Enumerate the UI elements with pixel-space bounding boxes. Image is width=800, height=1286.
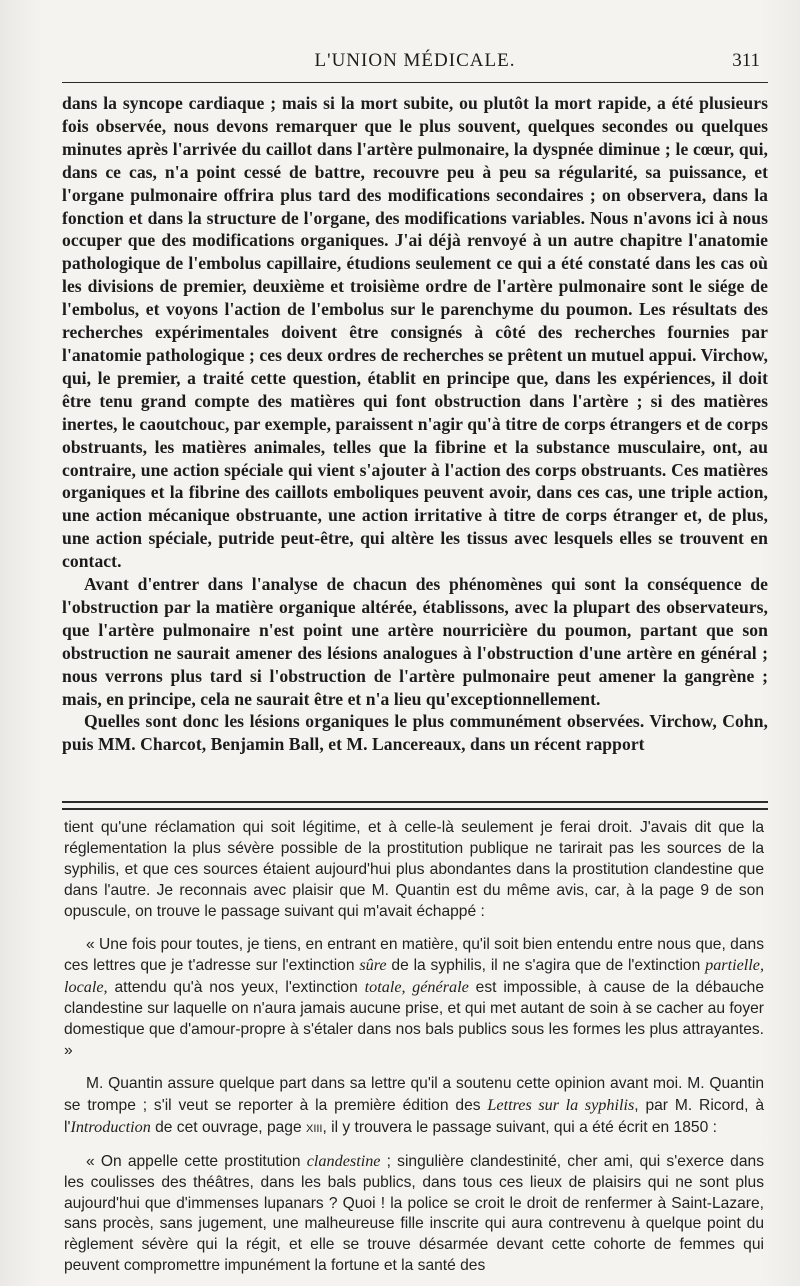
feuilleton-text — [64, 818, 764, 1277]
paragraph-text: , il y trouvera le passage suivant, qui a été écrit en 1850 : — [322, 1118, 717, 1136]
italic-text: clandestine — [306, 1151, 381, 1170]
journal-title: L'UNION MÉDICALE. — [314, 50, 516, 71]
main-article-text — [62, 92, 768, 756]
italic-text: partielle, locale, — [64, 956, 764, 997]
quote-text: est impossible, à cause de la débauche clandestine sur laquelle on n'aura jamais aucune prise, et qui met autant de soin à se cacher au foyer domestique que d'amour-propre à s'étaler dans nos bals publics sous les formes les plus attrayantes. » — [64, 979, 764, 1060]
feuilleton-separator-rule — [62, 801, 768, 810]
running-head — [62, 0, 768, 74]
italic-text: totale, générale — [364, 978, 469, 997]
italic-text: sûre — [359, 956, 387, 975]
feuilleton-paragraph — [64, 1074, 764, 1139]
quote-text: « On appelle cette prostitution — [86, 1152, 307, 1170]
page-number: 311 — [732, 50, 760, 71]
quotation-paragraph — [64, 935, 764, 1062]
paragraph: Quelles sont donc les lésions organiques le plus communément observées. Virchow, Cohn, puis MM. Charcot, Benjamin Ball, et M. Lancereaux, dans un récent rapport — [62, 711, 768, 755]
roman-page-number: xiii — [305, 1118, 323, 1136]
quote-text: attendu qu'à nos yeux, l'extinction — [107, 979, 365, 997]
quote-text: ; singulière clandestinité, cher ami, qui s'exerce dans les coulisses des théâtres, dans les bals publics, dans tous ces lieux de plaisirs qui ne sont plus aujourd'hui que d'immenses lupanars ? Quoi ! la police se croit le droit de renfermer à Saint-Lazare, sans procès, sans jugement, une malheureuse fille inscrite qui aura contrevenu à quelque point du règlement sévère qui la régit, et elle se trouve désarmée devant cette cohorte de femmes qui peuvent compromettre impunément la fortune et la santé des — [64, 1152, 764, 1275]
quotation-paragraph — [64, 1151, 764, 1277]
paragraph: dans la syncope cardiaque ; mais si la mort subite, ou plutôt la mort rapide, a été plusieurs fois observée, nous devons remarquer que le plus souvent, quelques secondes ou quelques minutes après l'arrivée du caillot dans l'artère pulmonaire, la dyspnée diminue ; le cœur, qui, dans ce cas, n'a point cessé de battre, recouvre peu à peu sa régularité, sa puissance, et l'organe pulmonaire offrira plus tard des modifications secondaires ; on observera, dans la fonction et dans la structure de l'organe, des modifications variables. Nous n'avons ici à nous occuper que des modifications organiques. J'ai déjà renvoyé à un autre chapitre l'anatomie pathologique de l'embolus capillaire, étudions seulement ce qui a été constaté dans les cas où les divisions de premier, deuxième et troisième ordre de l'artère pulmonaire sont le siége de l'embolus, et voyons l'action de l'embolus sur le parenchyme du poumon. Les résultats des recherches expérimentales doivent être consignés à côté des recherches fournies par l'anatomie pathologique ; ces deux ordres de recherches se prêtent un mutuel appui. Virchow, qui, le premier, a traité cette question, établit en principe que, dans les expériences, il doit être tenu grand compte des matières qui font obstruction dans l'artère ; si des matières inertes, le caoutchouc, par exemple, paraissent n'agir qu'à titre de corps étrangers et de corps obstruants, les matières animales, telles que la fibrine et la substance musculaire, ont, au contraire, une action spéciale qui vient s'ajouter à l'action des corps obstruants. Ces matières organiques et la fibrine des caillots emboliques peuvent avoir, dans ces cas, une triple action, une action mécanique obstruante, une action irritative à titre de corps étranger et, de plus, une action spéciale, putride peut-être, qui altère les tissus avec lesquels elles se trouvent en contact. — [62, 93, 768, 572]
italic-text: Lettres sur la syphilis — [487, 1095, 635, 1114]
feuilleton-paragraph: tient qu'une réclamation qui soit légitime, et à celle-là seulement je ferai droit. J'avais dit que la réglementation la plus sévère possible de la prostitution publique ne tarirait pas les sources de la syphilis, et que ces sources étaient aujourd'hui plus abondantes dans la prostitution clandestine que dans l'autre. Je reconnais avec plaisir que M. Quantin est du même avis, car, à la page 9 de son opuscule, on trouve le passage suivant qui m'avait échappé : — [64, 819, 764, 920]
paragraph: Avant d'entrer dans l'analyse de chacun des phénomènes qui sont la conséquence de l'obstruction par la matière organique altérée, établissons, avec la plupart des observateurs, que l'artère pulmonaire n'est point une artère nourricière du poumon, partant que son obstruction ne saurait amener des lésions analogues à l'obstruction d'une artère en général ; nous verrons plus tard si l'obstruction de l'artère pulmonaire peut amener la gangrène ; mais, en principe, cela ne saurait être et n'a lieu qu'exceptionnellement. — [62, 574, 768, 709]
quote-text: de la syphilis, il ne s'agira que de l'extinction — [386, 957, 706, 975]
paragraph-text: de cet ouvrage, page — [150, 1118, 306, 1136]
italic-text: Introduction — [70, 1117, 151, 1136]
header-rule — [62, 82, 768, 83]
quote-text: « Une fois pour toutes, je tiens, en entrant en matière, qu'il soit bien entendu entre nous que, dans ces lettres que je t'adresse sur l'extinction — [64, 935, 764, 975]
paragraph-text: M. Quantin assure quelque part dans sa lettre qu'il a soutenu cette opinion avant moi. M. Quantin se trompe ; s'il veut se reporter à la première édition des — [64, 1074, 764, 1114]
paragraph-text: , par M. Ricord, à l' — [64, 1096, 764, 1136]
